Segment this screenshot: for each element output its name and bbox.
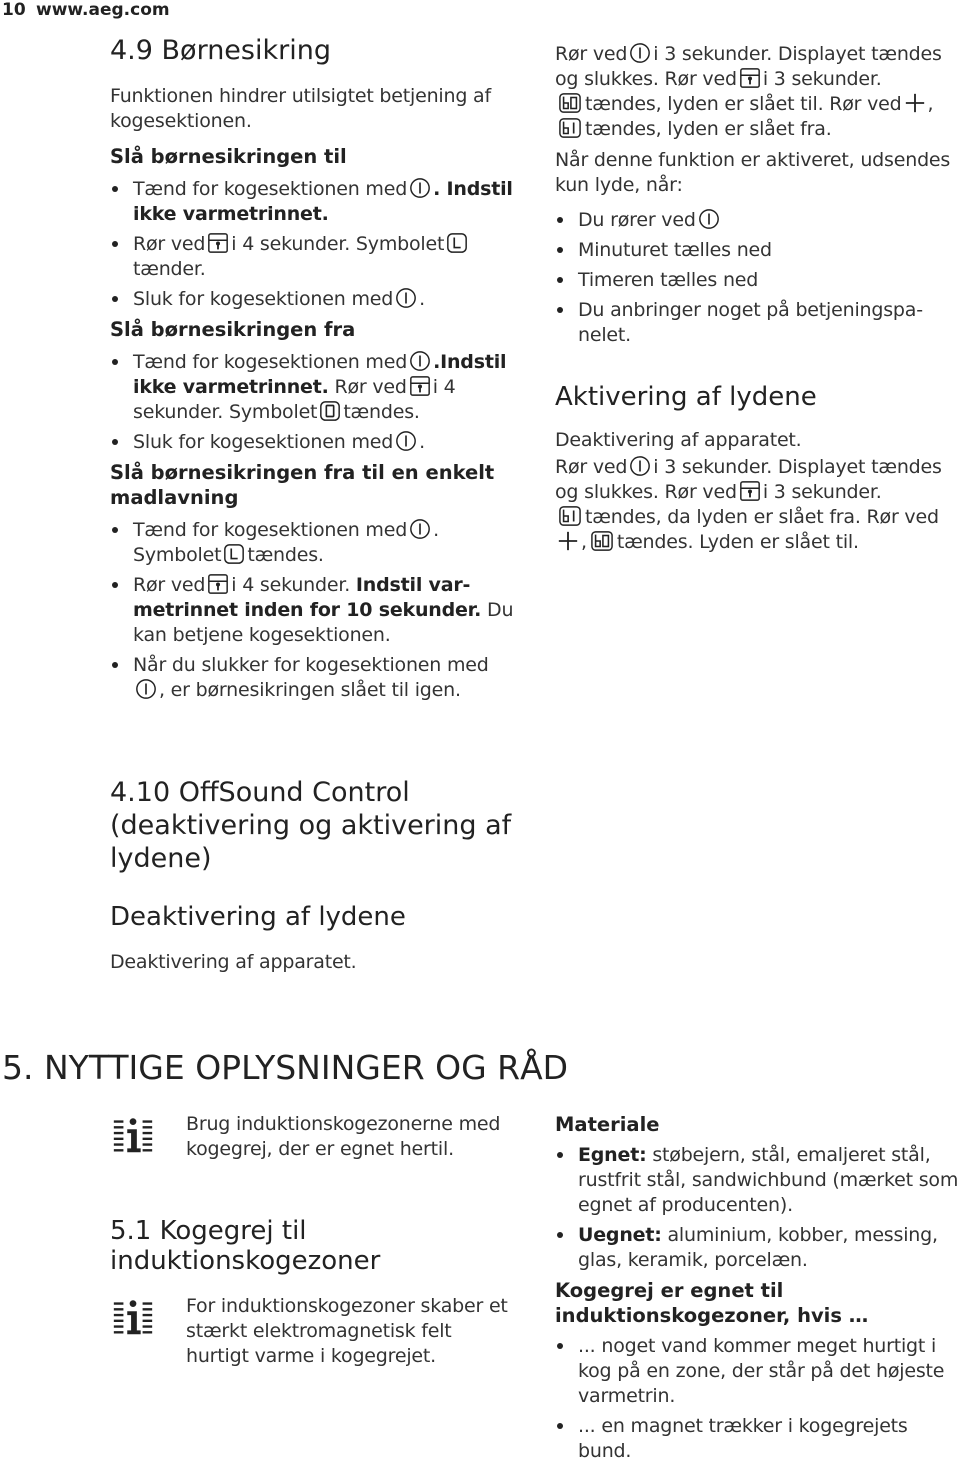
list-item: Sluk for kogesektionen med . — [110, 430, 520, 455]
power-icon — [629, 455, 651, 477]
power-icon — [395, 287, 417, 309]
lock-icon — [739, 67, 761, 89]
right-column-top — [555, 42, 955, 353]
lock-icon — [207, 232, 229, 254]
plus-icon — [904, 92, 926, 114]
lock-icon — [207, 573, 229, 595]
section-5-1-title: 5.1 Kogegrej til induktionskogezoner — [110, 1216, 381, 1276]
list-item: Uegnet: aluminium, kobber, messing, glas, keramik, porcelæn. — [555, 1223, 960, 1273]
power-icon — [409, 177, 431, 199]
list-item: Når du slukker for kogesektionen med , er børnesikringen slået til igen. — [110, 653, 520, 703]
b0-display-icon — [557, 92, 583, 114]
childlock-off-title: Slå børnesikringen fra — [110, 318, 356, 341]
list-item: Sluk for kogesektionen med . — [110, 287, 520, 312]
activate-step-2: Rør ved i 3 sekunder. Displayet tændes og slukkes. Rør ved i 3 sekunder. tændes, da lyden er slået fra. Rør ved , tændes. Lyden er slået til. — [555, 456, 942, 553]
info-icon — [110, 1112, 156, 1158]
list-item: Minuturet tælles ned — [555, 238, 955, 263]
plus-icon — [557, 530, 579, 552]
lock-icon — [409, 375, 431, 397]
list-item: Tænd for kogesektionen med . Indstil ikke varmetrinnet. — [110, 177, 520, 227]
section-5-title: 5. NYTTIGE OPLYSNINGER OG RÅD — [2, 1048, 569, 1087]
b1-display-icon — [557, 505, 583, 527]
symbol-0-icon — [319, 400, 341, 422]
list-item: ... noget vand kommer meget hurtigt i kog på en zone, der står på det højeste varmetrin. — [555, 1334, 960, 1409]
b0-display-icon — [589, 530, 615, 552]
activate-step-1: Deaktivering af apparatet. — [555, 429, 802, 451]
info-icon — [110, 1294, 156, 1340]
material-block — [555, 1112, 960, 1469]
symbol-l-icon — [223, 543, 245, 565]
info-note-1: Brug induktionskogezonerne med kogegrej, der er egnet hertil. — [186, 1113, 501, 1160]
childlock-on-title: Slå børnesikringen til — [110, 145, 347, 168]
info-note-2: For induktionskogezoner skaber et stærkt elektromagnetisk felt hurtigt varme i kogegrejet. — [186, 1295, 508, 1367]
childlock-single-title: Slå børnesikringen fra til en enkelt madlavning — [110, 461, 495, 509]
list-item: Du anbringer noget på betjeningspanelet. — [555, 298, 955, 348]
power-icon — [629, 42, 651, 64]
suitable-title: Kogegrej er egnet til induktionskogezoner, hvis … — [555, 1279, 869, 1327]
power-icon — [135, 678, 157, 700]
b1-display-icon — [557, 117, 583, 139]
list-item: Tænd for kogesektionen med . Symbolet tændes. — [110, 518, 520, 568]
deactivate-sounds-title: Deaktivering af lydene — [110, 902, 406, 932]
power-icon — [409, 518, 431, 540]
activate-sounds-block — [555, 428, 960, 555]
sec49-intro: Funktionen hindrer utilsigtet betjening af kogesektionen. — [110, 85, 491, 132]
list-item: Tænd for kogesektionen med .Indstil ikke varmetrinnet. Rør ved i 4 sekunder. Symbolet tændes. — [110, 350, 520, 425]
sound-instructions: Rør ved i 3 sekunder. Displayet tændes og slukkes. Rør ved i 3 sekunder. tændes, lyden er slået til. Rør ved , tændes, lyden er slået fra. — [555, 43, 942, 140]
sound-active-note: Når denne funktion er aktiveret, udsendes kun lyde, når: — [555, 149, 951, 196]
material-title: Materiale — [555, 1113, 660, 1136]
power-icon — [409, 350, 431, 372]
list-item: Rør ved i 4 sekunder. Symbolet tænder. — [110, 232, 520, 282]
childlock-on-block — [110, 144, 520, 708]
list-item: ... en magnet trækker i kogegrejets bund. — [555, 1414, 960, 1464]
section-4-10-title: 4.10 OffSound Control (deaktivering og aktivering af lydene) — [110, 777, 512, 874]
symbol-l-icon — [446, 232, 468, 254]
list-item: Du rører ved — [555, 208, 955, 233]
lock-icon — [739, 480, 761, 502]
power-icon — [395, 430, 417, 452]
list-item: Rør ved i 4 sekunder. Indstil varmetrinnet inden for 10 sekunder. Du kan betjene kogesektionen. — [110, 573, 520, 648]
section-4-9-title: 4.9 Børnesikring — [110, 35, 331, 66]
list-item: Timeren tælles ned — [555, 268, 955, 293]
power-icon — [698, 208, 720, 230]
list-item: Egnet: støbejern, stål, emaljeret stål, rustfrit stål, sandwichbund (mærket som egnet af producenten). — [555, 1143, 960, 1218]
page-number: 10 — [2, 0, 26, 20]
activate-sounds-title: Aktivering af lydene — [555, 382, 817, 412]
deactivate-sounds-text: Deaktivering af apparatet. — [110, 951, 357, 973]
site-url: www.aeg.com — [36, 0, 170, 20]
